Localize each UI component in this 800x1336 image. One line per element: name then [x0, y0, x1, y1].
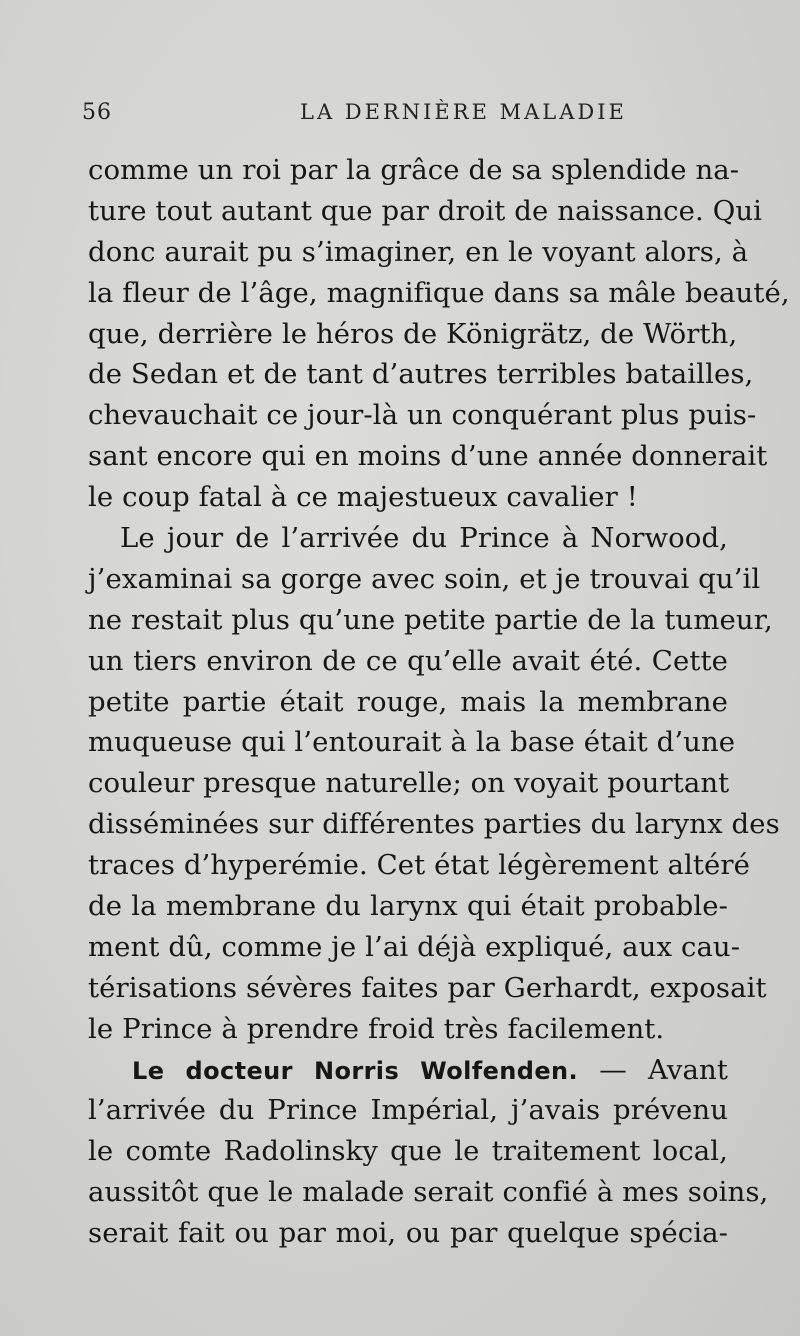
text-line: un tiers environ de ce qu’elle avait été. Cette [88, 644, 728, 677]
text-line: Le jour de l’arrivée du Prince à Norwood, [120, 522, 728, 555]
text-line: ture tout autant que par droit de naissance. Qui [88, 194, 763, 227]
text-line: l’arrivée du Prince Impérial, j’avais prévenu [88, 1094, 728, 1127]
text-line: ne restait plus qu’une petite partie de la tumeur, [88, 603, 773, 636]
text-line: le Prince à prendre froid très facilement. [88, 1012, 665, 1045]
text-line: j’examinai sa gorge avec soin, et je trouvai qu’il [88, 562, 761, 595]
text-line: petite partie était rouge, mais la membrane [88, 685, 728, 718]
text-line: donc aurait pu s’imaginer, en le voyant alors, à [88, 235, 749, 268]
text-line: comme un roi par la grâce de sa splendide na- [88, 154, 740, 186]
body-text [88, 150, 790, 1254]
text-line: chevauchait ce jour-là un conquérant plus puis- [88, 399, 757, 432]
text-line: aussitôt que le malade serait confié à mes soins, [88, 1176, 769, 1209]
speaker-name: Le docteur Norris Wolfenden. [132, 1056, 579, 1085]
text-line: la fleur de l’âge, magnifique dans sa mâle beauté, [88, 276, 790, 309]
text-line: couleur presque naturelle; on voyait pourtant [88, 767, 730, 800]
speaker-line [88, 1050, 728, 1091]
text-line: le comte Radolinsky que le traitement local, [88, 1135, 728, 1168]
text-line: que, derrière le héros de Königrätz, de Wörth, [88, 317, 738, 350]
text-line: ment dû, comme je l’ai déjà expliqué, aux cau- [88, 930, 741, 963]
page-header [82, 100, 722, 134]
text-line: disséminées sur différentes parties du larynx des [88, 808, 780, 841]
page-number: 56 [82, 100, 112, 125]
running-head: LA DERNIÈRE MALADIE [300, 100, 627, 124]
text-line: sant encore qui en moins d’une année donnerait [88, 440, 768, 473]
text-line: le coup fatal à ce majestueux cavalier ! [88, 481, 638, 514]
text-line: de Sedan et de tant d’autres terribles batailles, [88, 358, 754, 391]
text-line: de la membrane du larynx qui était probable- [88, 890, 728, 923]
text-line: serait fait ou par moi, ou par quelque spécia- [88, 1217, 728, 1250]
speaker-line-rest: — Avant [578, 1053, 728, 1086]
text-line: muqueuse qui l’entourait à la base était d’une [88, 726, 736, 759]
text-line: térisations sévères faites par Gerhardt, exposait [88, 971, 767, 1004]
text-line: traces d’hyperémie. Cet état légèrement altéré [88, 849, 751, 882]
